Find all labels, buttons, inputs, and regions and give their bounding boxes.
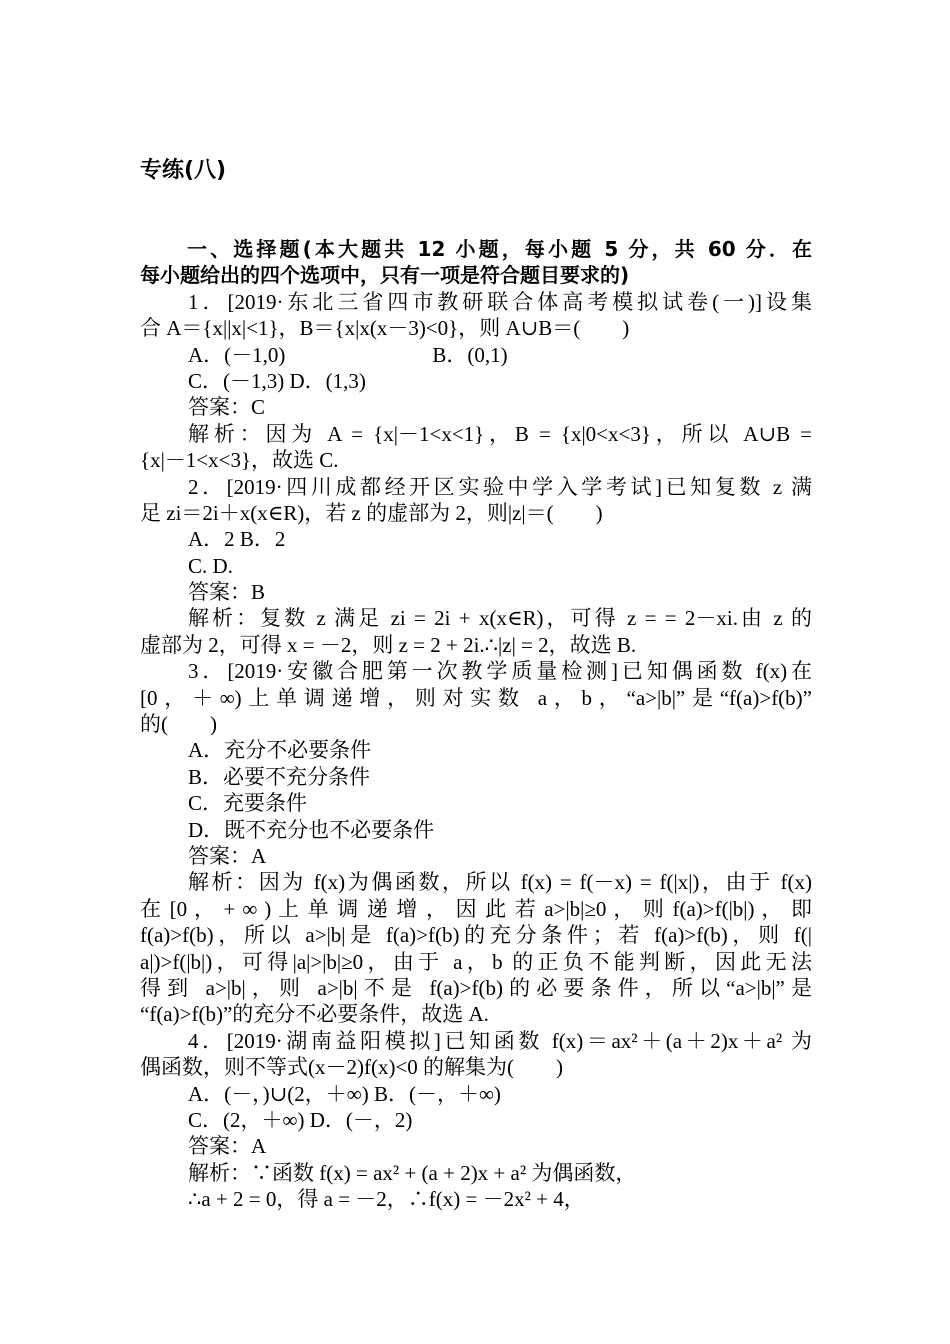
document-body [140, 236, 812, 1212]
text-line: [0，＋∞)上单调递增，则对实数 a，b，“a>|b|”是“f(a)>f(b)” [140, 685, 812, 710]
text-line: C．充要条件 [188, 791, 308, 816]
text-line: C. D. [188, 553, 233, 578]
text-line: 的( ) [140, 712, 217, 737]
text-line: “f(a)>f(b)”的充分不必要条件，故选 A. [140, 1002, 489, 1027]
text-line: 答案：A [188, 1134, 267, 1159]
text-line: 1．[2019·东北三省四市教研联合体高考模拟试卷(一)]设集 [188, 289, 812, 314]
text-line: a|)>f(|b|)，可得|a|>|b|≥0，由于 a，b 的正负不能判断，因此无法 [140, 949, 812, 974]
text-line: 解析：复数 z 满足 zi = 2i + x(x∈R)，可得 z = = 2－xi.由 z 的 [188, 606, 812, 631]
text-line: ∴a + 2 = 0，得 a = －2，∴f(x) = －2x² + 4， [188, 1187, 585, 1212]
text-line: D．既不充分也不必要条件 [188, 817, 435, 842]
text-line: 解析：因为 f(x)为偶函数，所以 f(x) = f(－x) = f(|x|)，由于 f(x) [188, 870, 812, 895]
text-line: f(a)>f(b)，所以 a>|b|是 f(a)>f(b)的充分条件；若 f(a)>f(b)，则 f(| [140, 923, 812, 948]
text-line: A．(－，)∪(2，＋∞) B．(－，＋∞) [188, 1081, 501, 1106]
text-line: A．2 B．2 [188, 527, 286, 552]
text-line: 2．[2019·四川成都经开区实验中学入学考试]已知复数 z 满 [188, 474, 812, 499]
text-line: A．(－1,0) B．(0,1) [188, 342, 508, 367]
text-line: 在 [0 ， + ∞ ) 上 单 调 递 增 ， 因 此 若 a>|b|≥0 ， 则 f(a)>f(|b|) ， 即 [140, 896, 812, 921]
text-line: 答案：A [188, 843, 267, 868]
text-line: 合 A＝{x||x|<1}，B＝{x|x(x－3)<0}，则 A∪B＝( ) [140, 316, 630, 341]
text-line: 虚部为 2，可得 x = －2，则 z = 2 + 2i.∴|z| = 2，故选 B. [140, 632, 637, 657]
section-heading-line: 每小题给出的四个选项中，只有一项是符合题目要求的) [140, 263, 630, 288]
text-line: 解析：因为 A = {x|－1<x<1}，B = {x|0<x<3}，所以 A∪B = [188, 421, 812, 446]
section-heading-line: 一、选择题(本大题共 12 小题，每小题 5 分，共 60 分．在 [187, 237, 812, 261]
text-line: 3．[2019·安徽合肥第一次教学质量检测]已知偶函数 f(x)在 [188, 659, 812, 684]
text-line: 解析：∵函数 f(x) = ax² + (a + 2)x + a² 为偶函数， [188, 1160, 637, 1185]
text-line: A．充分不必要条件 [188, 738, 372, 763]
text-line: B．必要不充分条件 [188, 764, 371, 789]
text-line: {x|－1<x<3}，故选 C. [140, 448, 339, 473]
text-line: 4．[2019·湖南益阳模拟]已知函数 f(x)＝ax²＋(a＋2)x＋a² 为 [188, 1028, 812, 1053]
text-line: 足 zi＝2i＋x(x∈R)，若 z 的虚部为 2，则|z|＝( ) [140, 500, 603, 525]
text-line: 答案：C [188, 395, 266, 420]
text-line: 答案：B [188, 580, 266, 605]
text-line: C．(－1,3) D．(1,3) [188, 368, 366, 393]
text-line: C．(2，＋∞) D．(－，2) [188, 1107, 413, 1132]
text-line: 偶函数，则不等式(x－2)f(x)<0 的解集为( ) [140, 1055, 564, 1080]
page-title: 专练(八) [140, 158, 227, 183]
text-line: 得到 a>|b|，则 a>|b|不是 f(a)>f(b)的必要条件，所以“a>|b|”是 [140, 975, 812, 1000]
